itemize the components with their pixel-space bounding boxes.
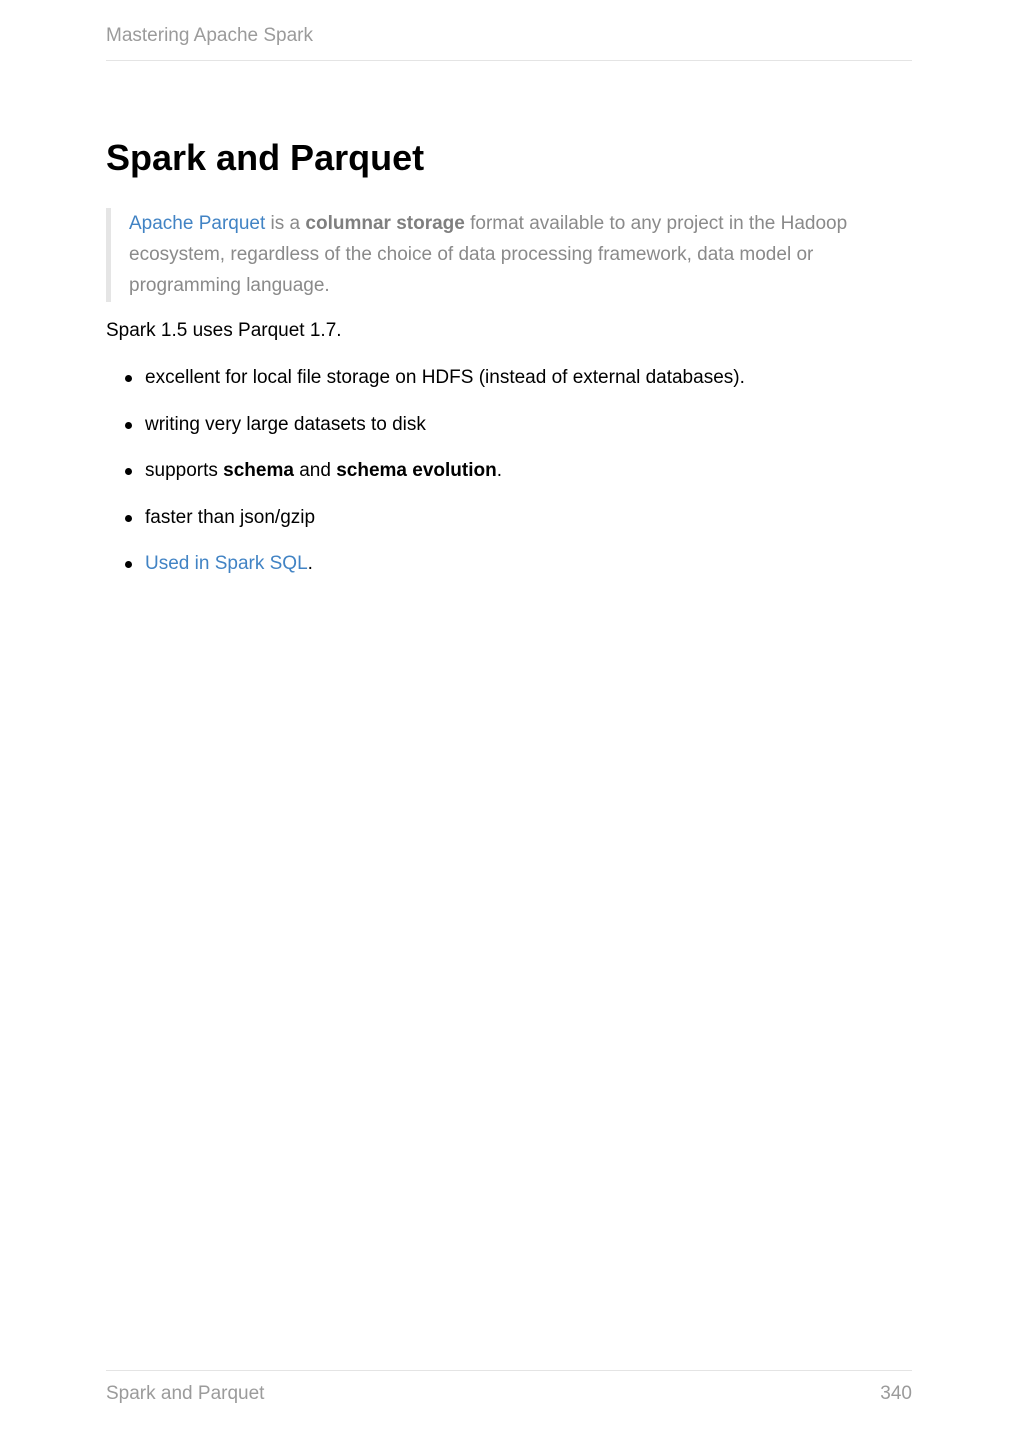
page-title: Spark and Parquet <box>106 137 425 178</box>
list-item <box>106 505 745 552</box>
list-item-text: . <box>307 553 313 574</box>
columnar-storage-bold: columnar storage <box>305 213 465 234</box>
bullet-icon <box>125 561 132 568</box>
apache-parquet-link[interactable]: Apache Parquet <box>129 213 266 234</box>
footer-divider <box>106 1370 912 1371</box>
footer-chapter-title: Spark and Parquet <box>106 1383 265 1404</box>
list-item-text: excellent for local file storage on HDFS (instead of external databases). <box>145 367 745 388</box>
list-item-text: faster than json/gzip <box>145 506 316 528</box>
list-item <box>106 458 745 505</box>
bullet-icon <box>125 422 132 429</box>
bullet-icon <box>125 375 132 382</box>
list-item <box>106 551 745 598</box>
list-item <box>106 365 745 412</box>
header-divider <box>106 60 912 61</box>
blockquote-text-part: format available to any project in the Hadoop ecosystem, regardless of the choice of data processing framework, data model or programming language. <box>129 213 848 296</box>
document-page <box>106 0 912 1440</box>
page-number: 340 <box>880 1383 912 1404</box>
blockquote-text <box>129 208 912 301</box>
blockquote-text-part: is a <box>265 213 306 234</box>
schema-bold: schema <box>223 460 294 481</box>
schema-evolution-bold: schema evolution <box>336 460 497 481</box>
blockquote <box>106 208 912 302</box>
list-item-text: and <box>293 460 337 481</box>
intro-paragraph: Spark 1.5 uses Parquet 1.7. <box>106 320 342 341</box>
list-item <box>106 412 745 459</box>
list-item-text: writing very large datasets to disk <box>145 413 426 435</box>
bullet-icon <box>125 515 132 522</box>
spark-sql-link[interactable]: Used in Spark SQL <box>145 553 308 574</box>
bullet-icon <box>125 468 132 475</box>
feature-list <box>106 365 745 598</box>
running-header: Mastering Apache Spark <box>106 25 314 46</box>
list-item-text: . <box>496 460 502 481</box>
list-item-text: supports <box>145 460 224 481</box>
